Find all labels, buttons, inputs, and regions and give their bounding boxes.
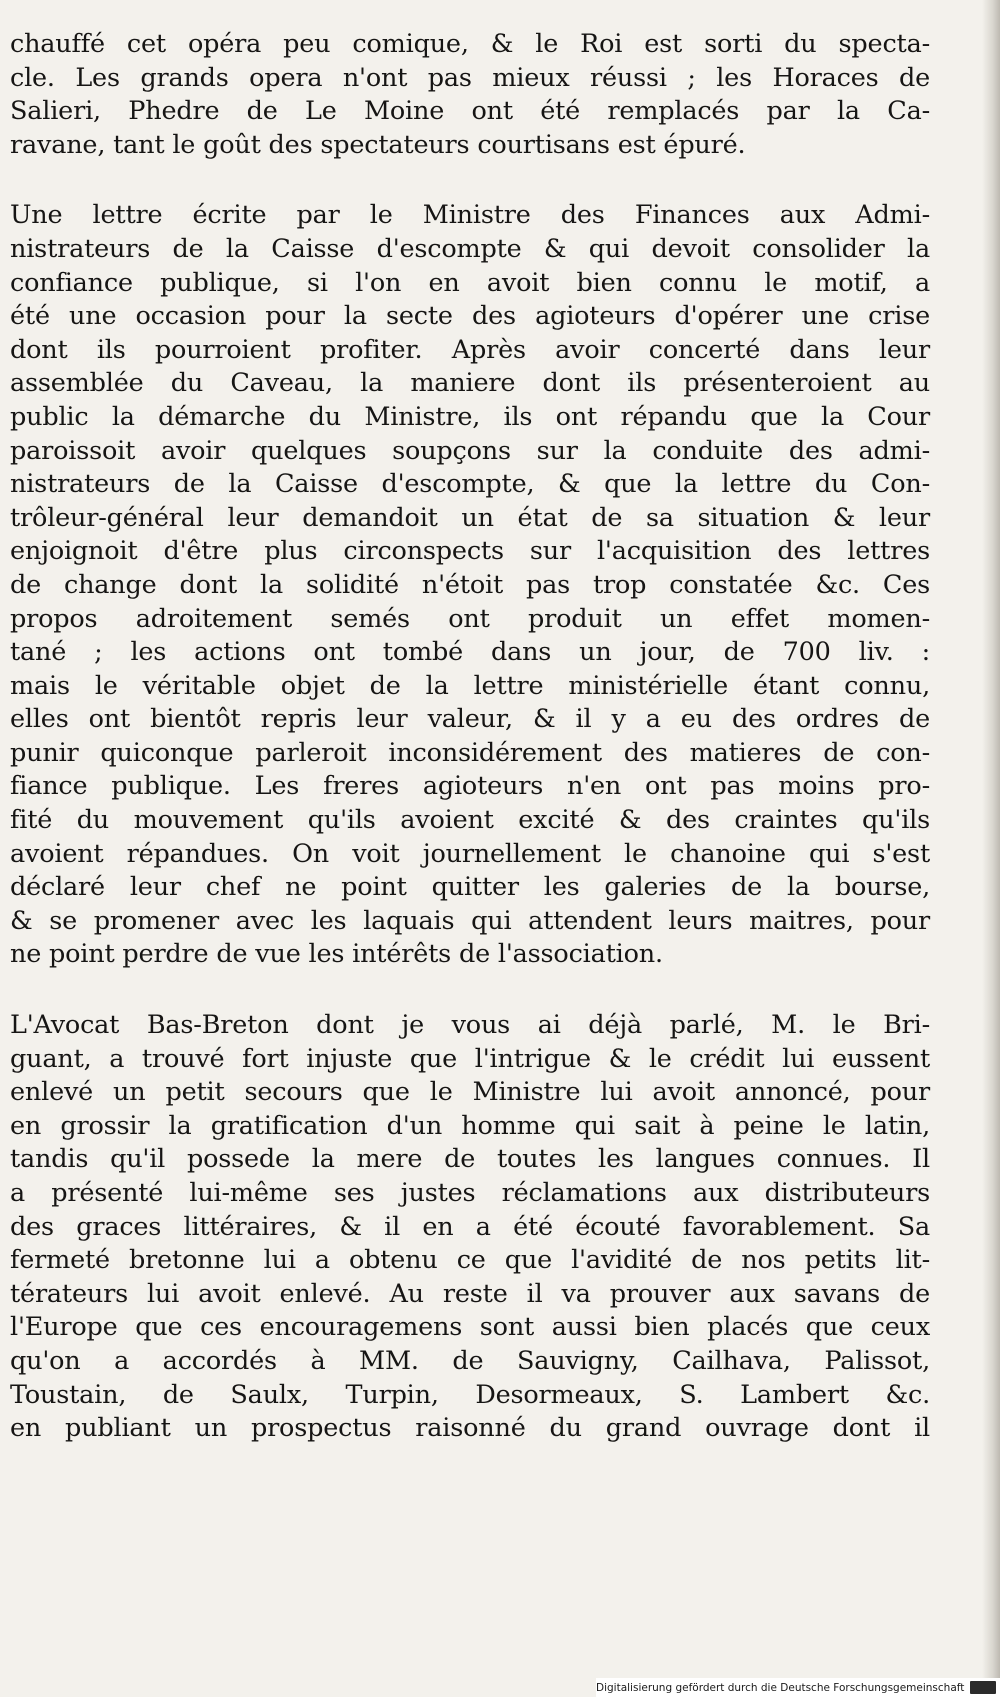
text-line: l'Europe que ces encouragemens sont aussi bien placés que ceux — [10, 1312, 930, 1343]
text-line: des graces littéraires, & il en a été écouté favorablement. Sa — [10, 1211, 930, 1242]
text-line: Une lettre écrite par le Ministre des Finances aux Admi- — [10, 200, 930, 231]
text-line: nistrateurs de la Caisse d'escompte & qui devoit consolider la — [10, 233, 930, 264]
digitization-credit: Digitalisierung gefördert durch die Deutsche Forschungsgemeinschaft — [596, 1681, 965, 1694]
digitization-footer — [596, 1678, 1000, 1697]
page-edge-shadow — [982, 0, 1000, 1697]
text-line: déclaré leur chef ne point quitter les galeries de la bourse, — [10, 872, 930, 903]
text-line: public la démarche du Ministre, ils ont répandu que la Cour — [10, 401, 930, 432]
dfg-logo-icon — [970, 1681, 996, 1694]
text-line: punir quiconque parleroit inconsidérement des matieres de con- — [10, 737, 930, 768]
text-line: Salieri, Phedre de Le Moine ont été remplacés par la Ca- — [10, 96, 930, 127]
text-line: Toustain, de Saulx, Turpin, Desormeaux, S. Lambert &c. — [10, 1379, 930, 1410]
text-line: de change dont la solidité n'étoit pas trop constatée &c. Ces — [10, 569, 930, 600]
text-line: assemblée du Caveau, la maniere dont ils présenteroient au — [10, 368, 930, 399]
text-line: & se promener avec les laquais qui attendent leurs maitres, pour — [10, 905, 930, 936]
text-line: confiance publique, si l'on en avoit bien connu le motif, a — [10, 267, 930, 298]
text-line: elles ont bientôt repris leur valeur, & il y a eu des ordres de — [10, 704, 930, 735]
text-line: fité du mouvement qu'ils avoient excité & des craintes qu'ils — [10, 805, 930, 836]
text-line: tané ; les actions ont tombé dans un jour, de 700 liv. : — [10, 637, 930, 668]
text-line: ne point perdre de vue les intérêts de l'association. — [10, 939, 663, 970]
text-line: dont ils pourroient profiter. Après avoir concerté dans leur — [10, 334, 930, 365]
text-line: L'Avocat Bas-Breton dont je vous ai déjà parlé, M. le Bri- — [10, 1010, 930, 1041]
text-line: térateurs lui avoit enlevé. Au reste il va prouver aux savans de — [10, 1278, 930, 1309]
text-line: avoient répandues. On voit journellement le chanoine qui s'est — [10, 838, 930, 869]
text-line: ravane, tant le goût des spectateurs courtisans est épuré. — [10, 129, 746, 160]
text-line: a présenté lui-même ses justes réclamations aux distributeurs — [10, 1178, 930, 1208]
text-line: propos adroitement semés ont produit un effet momen- — [10, 603, 930, 634]
text-line: fiance publique. Les freres agioteurs n'en ont pas moins pro- — [10, 771, 930, 802]
text-line: fermeté bretonne lui a obtenu ce que l'avidité de nos petits lit- — [10, 1245, 930, 1276]
text-line: guant, a trouvé fort injuste que l'intrigue & le crédit lui eussent — [10, 1043, 930, 1074]
text-line: enlevé un petit secours que le Ministre lui avoit annoncé, pour — [10, 1077, 930, 1108]
paragraph-opera — [10, 28, 930, 162]
text-line: nistrateurs de la Caisse d'escompte, & que la lettre du Con- — [10, 469, 930, 500]
text-line: mais le véritable objet de la lettre ministérielle étant connu, — [10, 670, 930, 701]
text-line: enjoignoit d'être plus circonspects sur l'acquisition des lettres — [10, 536, 930, 567]
text-line: cle. Les grands opera n'ont pas mieux réussi ; les Horaces de — [10, 62, 930, 93]
text-line: en publiant un prospectus raisonné du grand ouvrage dont il — [10, 1413, 930, 1444]
page-text — [10, 28, 930, 1446]
text-line: en grossir la gratification d'un homme qui sait à peine le latin, — [10, 1110, 930, 1141]
paragraph-avocat-bas-breton — [10, 1009, 930, 1446]
text-line: chauffé cet opéra peu comique, & le Roi est sorti du specta- — [10, 29, 930, 59]
text-line: trôleur-général leur demandoit un état de sa situation & leur — [10, 502, 930, 533]
text-line: qu'on a accordés à MM. de Sauvigny, Cailhava, Palissot, — [10, 1345, 930, 1376]
text-line: paroissoit avoir quelques soupçons sur la conduite des admi- — [10, 435, 930, 466]
paragraph-caisse-escompte — [10, 199, 930, 972]
text-line: tandis qu'il possede la mere de toutes les langues connues. Il — [10, 1144, 930, 1175]
text-line: été une occasion pour la secte des agioteurs d'opérer une crise — [10, 301, 930, 332]
